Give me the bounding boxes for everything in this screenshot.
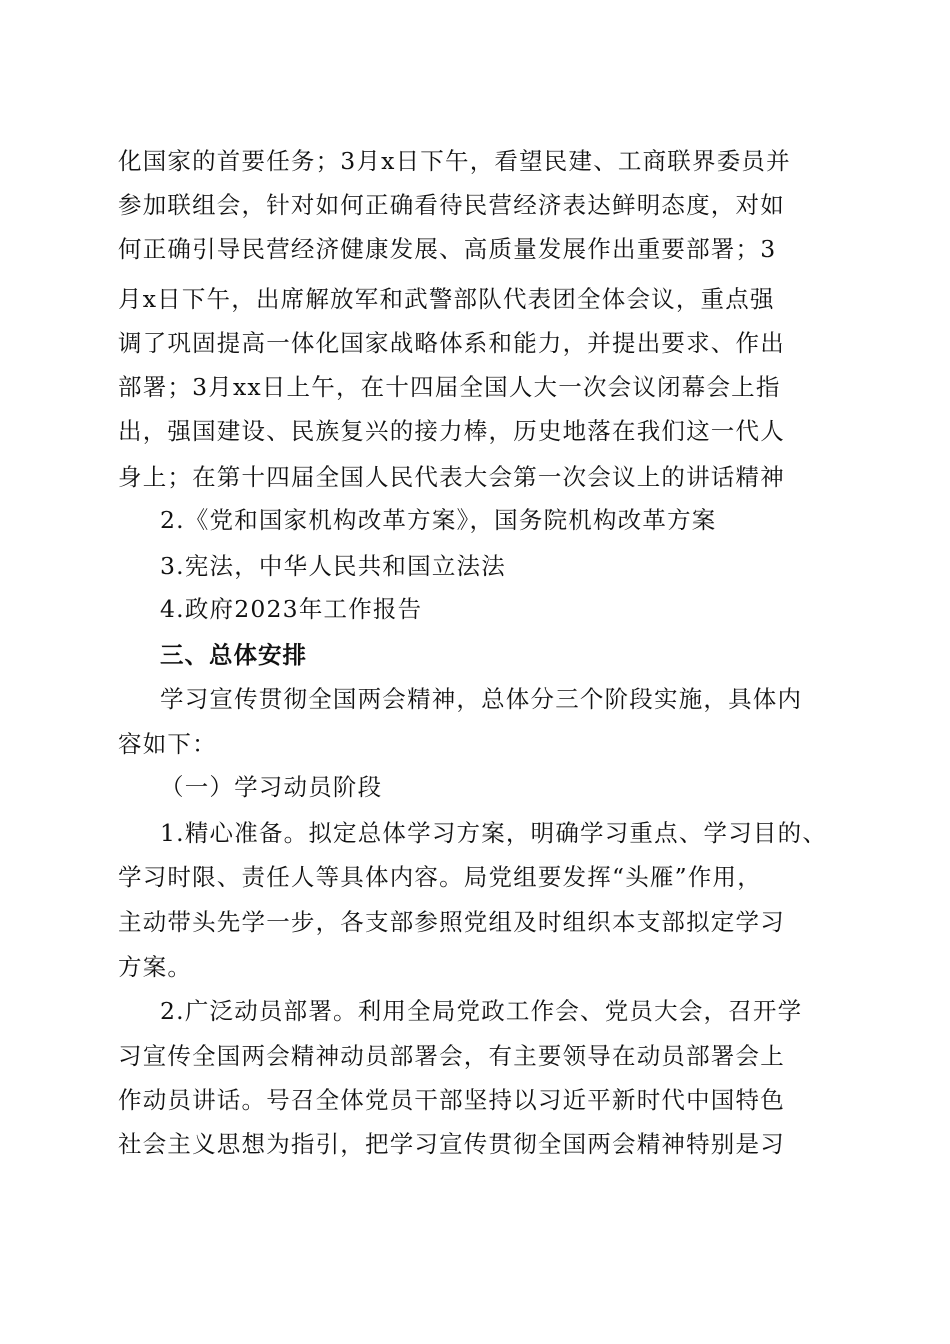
body-text-line: 身上；在第十四届全国人民代表大会第一次会议上的讲话精神	[118, 463, 785, 491]
paragraph-line: 2.广泛动员部署。利用全局党政工作会、党员大会，召开学	[160, 997, 803, 1025]
paragraph-line: 作动员讲话。号召全体党员干部坚持以习近平新时代中国特色	[118, 1086, 785, 1114]
paragraph-line: 社会主义思想为指引，把学习宣传贯彻全国两会精神特别是习	[118, 1130, 785, 1158]
body-text-line: 部署；3月xx日上午，在十四届全国人大一次会议闭幕会上指	[118, 373, 781, 401]
body-text-line: 参加联组会，针对如何正确看待民营经济表达鲜明态度，对如	[118, 191, 785, 219]
paragraph-line: 方案。	[118, 953, 193, 981]
paragraph-line: 主动带头先学一步，各支部参照党组及时组织本支部拟定学习	[118, 908, 785, 936]
list-item-3: 3.宪法，中华人民共和国立法法	[160, 552, 506, 580]
body-text-line: 化国家的首要任务；3月x日下午，看望民建、工商联界委员并	[118, 147, 791, 175]
paragraph-line: 习宣传全国两会精神动员部署会，有主要领导在动员部署会上	[118, 1042, 785, 1070]
body-text-line: 调了巩固提高一体化国家战略体系和能力，并提出要求、作出	[118, 329, 785, 357]
paragraph-line: 学习时限、责任人等具体内容。局党组要发挥“头雁”作用，	[118, 863, 762, 891]
body-text-line: 月x日下午，出席解放军和武警部队代表团全体会议，重点强	[118, 285, 775, 313]
list-item-2: 2.《党和国家机构改革方案》，国务院机构改革方案	[160, 506, 717, 534]
paragraph-line: 学习宣传贯彻全国两会精神，总体分三个阶段实施，具体内	[160, 685, 803, 713]
subsection-heading: （一）学习动员阶段	[160, 773, 383, 801]
paragraph-line: 容如下：	[118, 730, 217, 758]
section-heading: 三、总体安排	[160, 641, 307, 669]
body-text-line: 出，强国建设、民族复兴的接力棒，历史地落在我们这一代人	[118, 417, 785, 445]
paragraph-line: 1.精心准备。拟定总体学习方案，明确学习重点、学习目的、	[160, 819, 828, 847]
list-item-4: 4.政府2023年工作报告	[160, 595, 423, 623]
body-text-line: 何正确引导民营经济健康发展、高质量发展作出重要部署；3	[118, 235, 777, 263]
